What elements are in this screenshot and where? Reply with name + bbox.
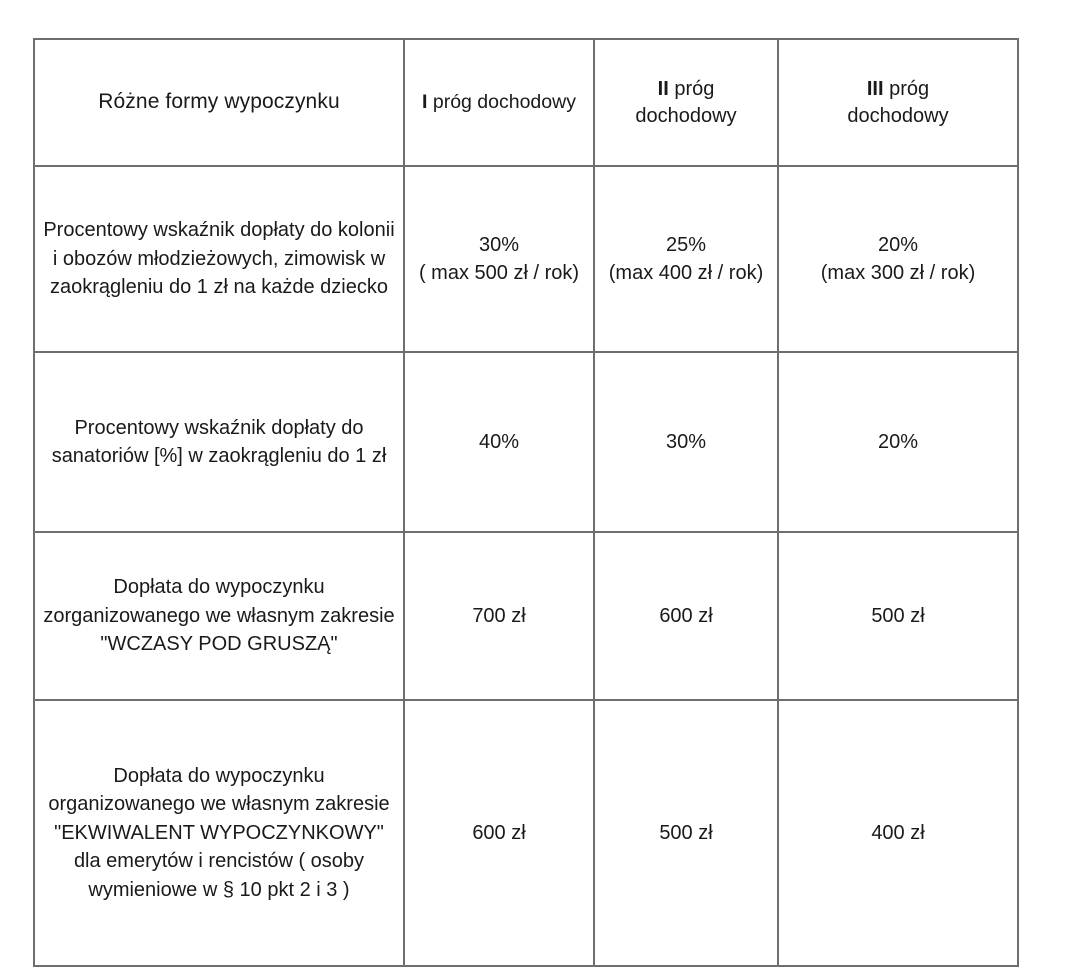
header-threshold-3-label-line2: dochodowy (847, 104, 949, 127)
value-amount: 700 zł (472, 604, 526, 627)
value-amount: 20% (877, 233, 919, 256)
row-value (594, 166, 778, 352)
row-description: Procentowy wskaźnik dopłaty do sanatoriów [%] w zaokrągleniu do 1 zł (34, 352, 404, 532)
row-value (404, 700, 594, 966)
row-description: Dopłata do wypoczynku zorganizowanego we własnym zakresie "WCZASY POD GRUSZĄ" (34, 532, 404, 700)
row-value (404, 166, 594, 352)
row-description: Procentowy wskaźnik dopłaty do kolonii i obozów młodzieżowych, zimowisk w zaokrągleniu do 1 zł na każde dziecko (34, 166, 404, 352)
value-amount: 600 zł (472, 821, 526, 844)
value-amount: 40% (478, 430, 520, 453)
value-amount: 30% (478, 233, 520, 256)
value-note: (max 300 zł / rok) (820, 262, 976, 284)
table-header-row (34, 39, 1018, 166)
value-note: ( max 500 zł / rok) (418, 262, 580, 284)
row-description: Dopłata do wypoczynku organizowanego we własnym zakresie "EKWIWALENT WYPOCZYNKOWY" dla emerytów i rencistów ( osoby wymieniowe w § 10 pkt 2 i 3 ) (34, 700, 404, 966)
header-threshold-2-numeral: II (657, 78, 669, 101)
value-amount: 400 zł (871, 821, 925, 844)
table-row (34, 700, 1018, 966)
table-row (34, 532, 1018, 700)
row-value (594, 700, 778, 966)
value-amount: 600 zł (659, 604, 713, 627)
table-row (34, 166, 1018, 352)
header-threshold-1-numeral: I (422, 90, 428, 113)
row-value (778, 352, 1018, 532)
header-description-label: Różne formy wypoczynku (34, 39, 404, 166)
header-threshold-2-label: próg (668, 78, 715, 101)
header-threshold-1-label: próg dochodowy (427, 90, 576, 113)
benefits-table (33, 38, 1019, 967)
value-amount: 500 zł (871, 604, 925, 627)
row-value (594, 352, 778, 532)
row-value (778, 532, 1018, 700)
row-value (778, 700, 1018, 966)
row-value (778, 166, 1018, 352)
value-amount: 20% (877, 430, 919, 453)
table-row (34, 352, 1018, 532)
row-value (404, 532, 594, 700)
value-amount: 25% (665, 233, 707, 256)
header-threshold-2 (594, 39, 778, 166)
header-threshold-3-numeral: III (866, 78, 884, 101)
header-threshold-3-label: próg (883, 78, 930, 101)
value-amount: 500 zł (659, 821, 713, 844)
header-threshold-2-label-line2: dochodowy (635, 104, 737, 127)
row-value (594, 532, 778, 700)
value-amount: 30% (665, 430, 707, 453)
header-threshold-3 (778, 39, 1018, 166)
value-note: (max 400 zł / rok) (608, 262, 764, 284)
header-threshold-1 (404, 39, 594, 166)
row-value (404, 352, 594, 532)
